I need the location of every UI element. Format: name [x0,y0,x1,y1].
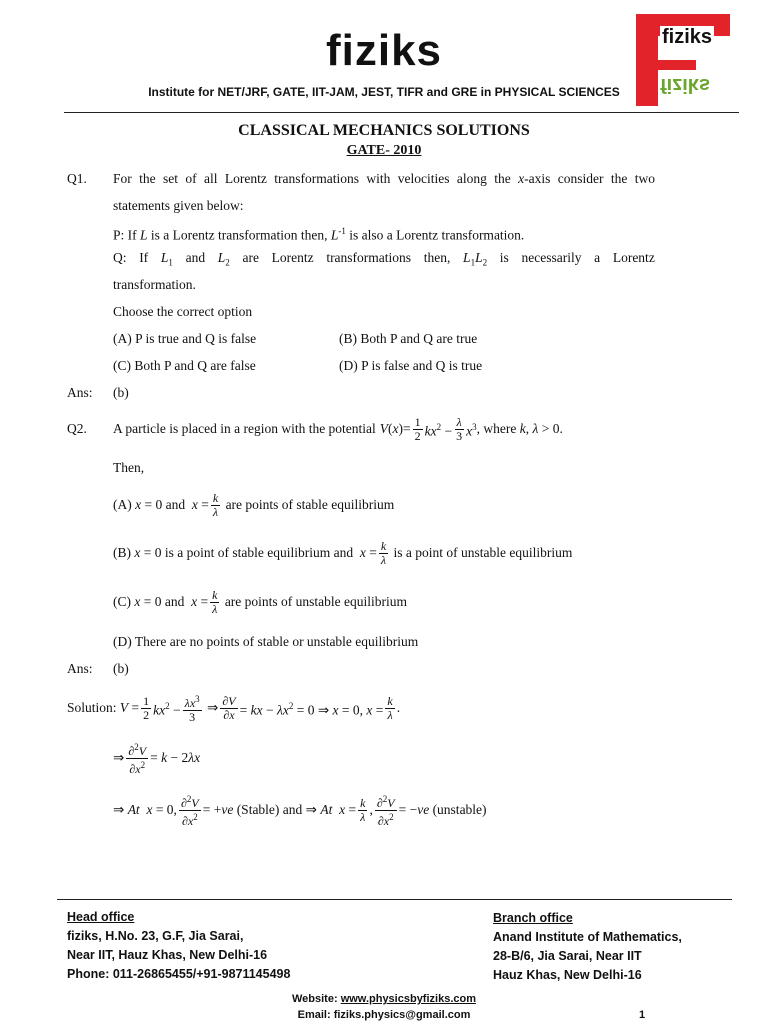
head-office-block [67,908,290,984]
branch-office-line: Hauz Khas, New Delhi-16 [493,968,642,982]
website-link[interactable]: www.physicsbyfiziks.com [340,993,476,1005]
q2-option-d: (D) There are no points of stable or unstable equilibrium [113,634,419,649]
email-address: fiziks.physics@gmail.com [333,1009,471,1021]
branch-office-line: Anand Institute of Mathematics, [493,930,682,944]
q1-answer: (b) [113,385,129,400]
head-office-line: fiziks, H.No. 23, G.F, Jia Sarai, [67,929,244,943]
q2-option-b: (B) x = 0 is a point of stable equilibrium and x = $\frac{k}{\lambda}$ is a point of unstable equilibrium [113,538,573,567]
q1-statement-q: Q: If $L_1$ and $L_2$ are Lorentz transformations then, $L_1L_2$ is necessarily a Lorentz [113,250,655,268]
fiziks-logo [636,14,730,106]
head-office-title: Head office [67,910,135,924]
q2-prompt: A particle is placed in a region with the potential V(x)= $\frac{1}{2}$ $kx^2$ − $\frac{\lambda}{3}$ $x^3$ , where k, λ > 0. [113,414,563,443]
email-line: Email: fiziks.physics@gmail.com [297,1009,471,1021]
website-line: Website: www.physicsbyfiziks.com [291,993,476,1005]
q2-solution-line3: ⇒ At x = 0, $\frac{\partial^2V}{\partial x^2}$ = +ve (Stable) and ⇒ At x = $\frac{k}{\lambda}$ , $\frac{\partial^2V}{\partial x^2}$ = −ve (unstable) [113,793,487,828]
q2-answer: (b) [113,661,129,676]
document-subtitle: GATE- 2010 [346,143,422,158]
header-divider [64,112,739,113]
page-number: 1 [639,1009,646,1021]
q2-then: Then, [113,460,145,475]
head-office-line: Near IIT, Hauz Khas, New Delhi-16 [67,948,268,962]
q1-statement-q-cont: transformation. [113,277,196,292]
q1-option-a: (A) P is true and Q is false [113,331,257,346]
q1-statement-p: P: If L is a Lorentz transformation then, $L^{-1}$ is also a Lorentz transformation. [113,226,525,243]
branch-office-line: 28-B/6, Jia Sarai, Near IIT [493,949,642,963]
logo-mirror-text: fiziks [660,74,711,96]
q2-option-a: (A) x = 0 and x = $\frac{k}{\lambda}$ are points of stable equilibrium [113,490,395,519]
q1-line2: statements given below: [113,198,244,213]
q1-option-d: (D) P is false and Q is true [339,358,483,373]
brand-title: fiziks [325,26,443,75]
q1-label: Q1. [67,171,87,186]
q2-label: Q2. [67,421,87,436]
footer-divider [57,899,732,900]
q1-line1: For the set of all Lorentz transformations with velocities along the x-axis consider the two [113,171,655,186]
branch-office-title: Branch office [493,911,573,925]
logo-text: fiziks [662,26,713,48]
branch-office-block [493,909,682,985]
q2-solution-line2: ⇒ $\frac{\partial^2V}{\partial x^2}$ = k − 2λx [113,741,201,776]
q1-choose: Choose the correct option [113,304,253,319]
document-title: CLASSICAL MECHANICS SOLUTIONS [238,122,530,139]
q2-option-c: (C) x = 0 and x = $\frac{k}{\lambda}$ are points of unstable equilibrium [113,587,408,616]
q1-ans-label: Ans: [67,385,93,400]
q1-option-b: (B) Both P and Q are true [339,331,478,346]
q2-ans-label: Ans: [67,661,93,676]
head-office-phone: Phone: 011-26865455/+91-9871145498 [67,967,291,981]
q1-option-c: (C) Both P and Q are false [113,358,256,373]
institute-tagline: Institute for NET/JRF, GATE, IIT-JAM, JEST, TIFR and GRE in PHYSICAL SCIENCES [148,85,620,99]
q2-solution-line1: Solution: V = $\frac{1}{2}$ $kx^2$ − $\frac{\lambda x^3}{3}$ ⇒ $\frac{\partial V}{\partial x}$ = kx − $\lambda x^2 = 0$ ⇒ x = 0, x = $\frac{k}{\lambda}$ . [67,693,401,724]
